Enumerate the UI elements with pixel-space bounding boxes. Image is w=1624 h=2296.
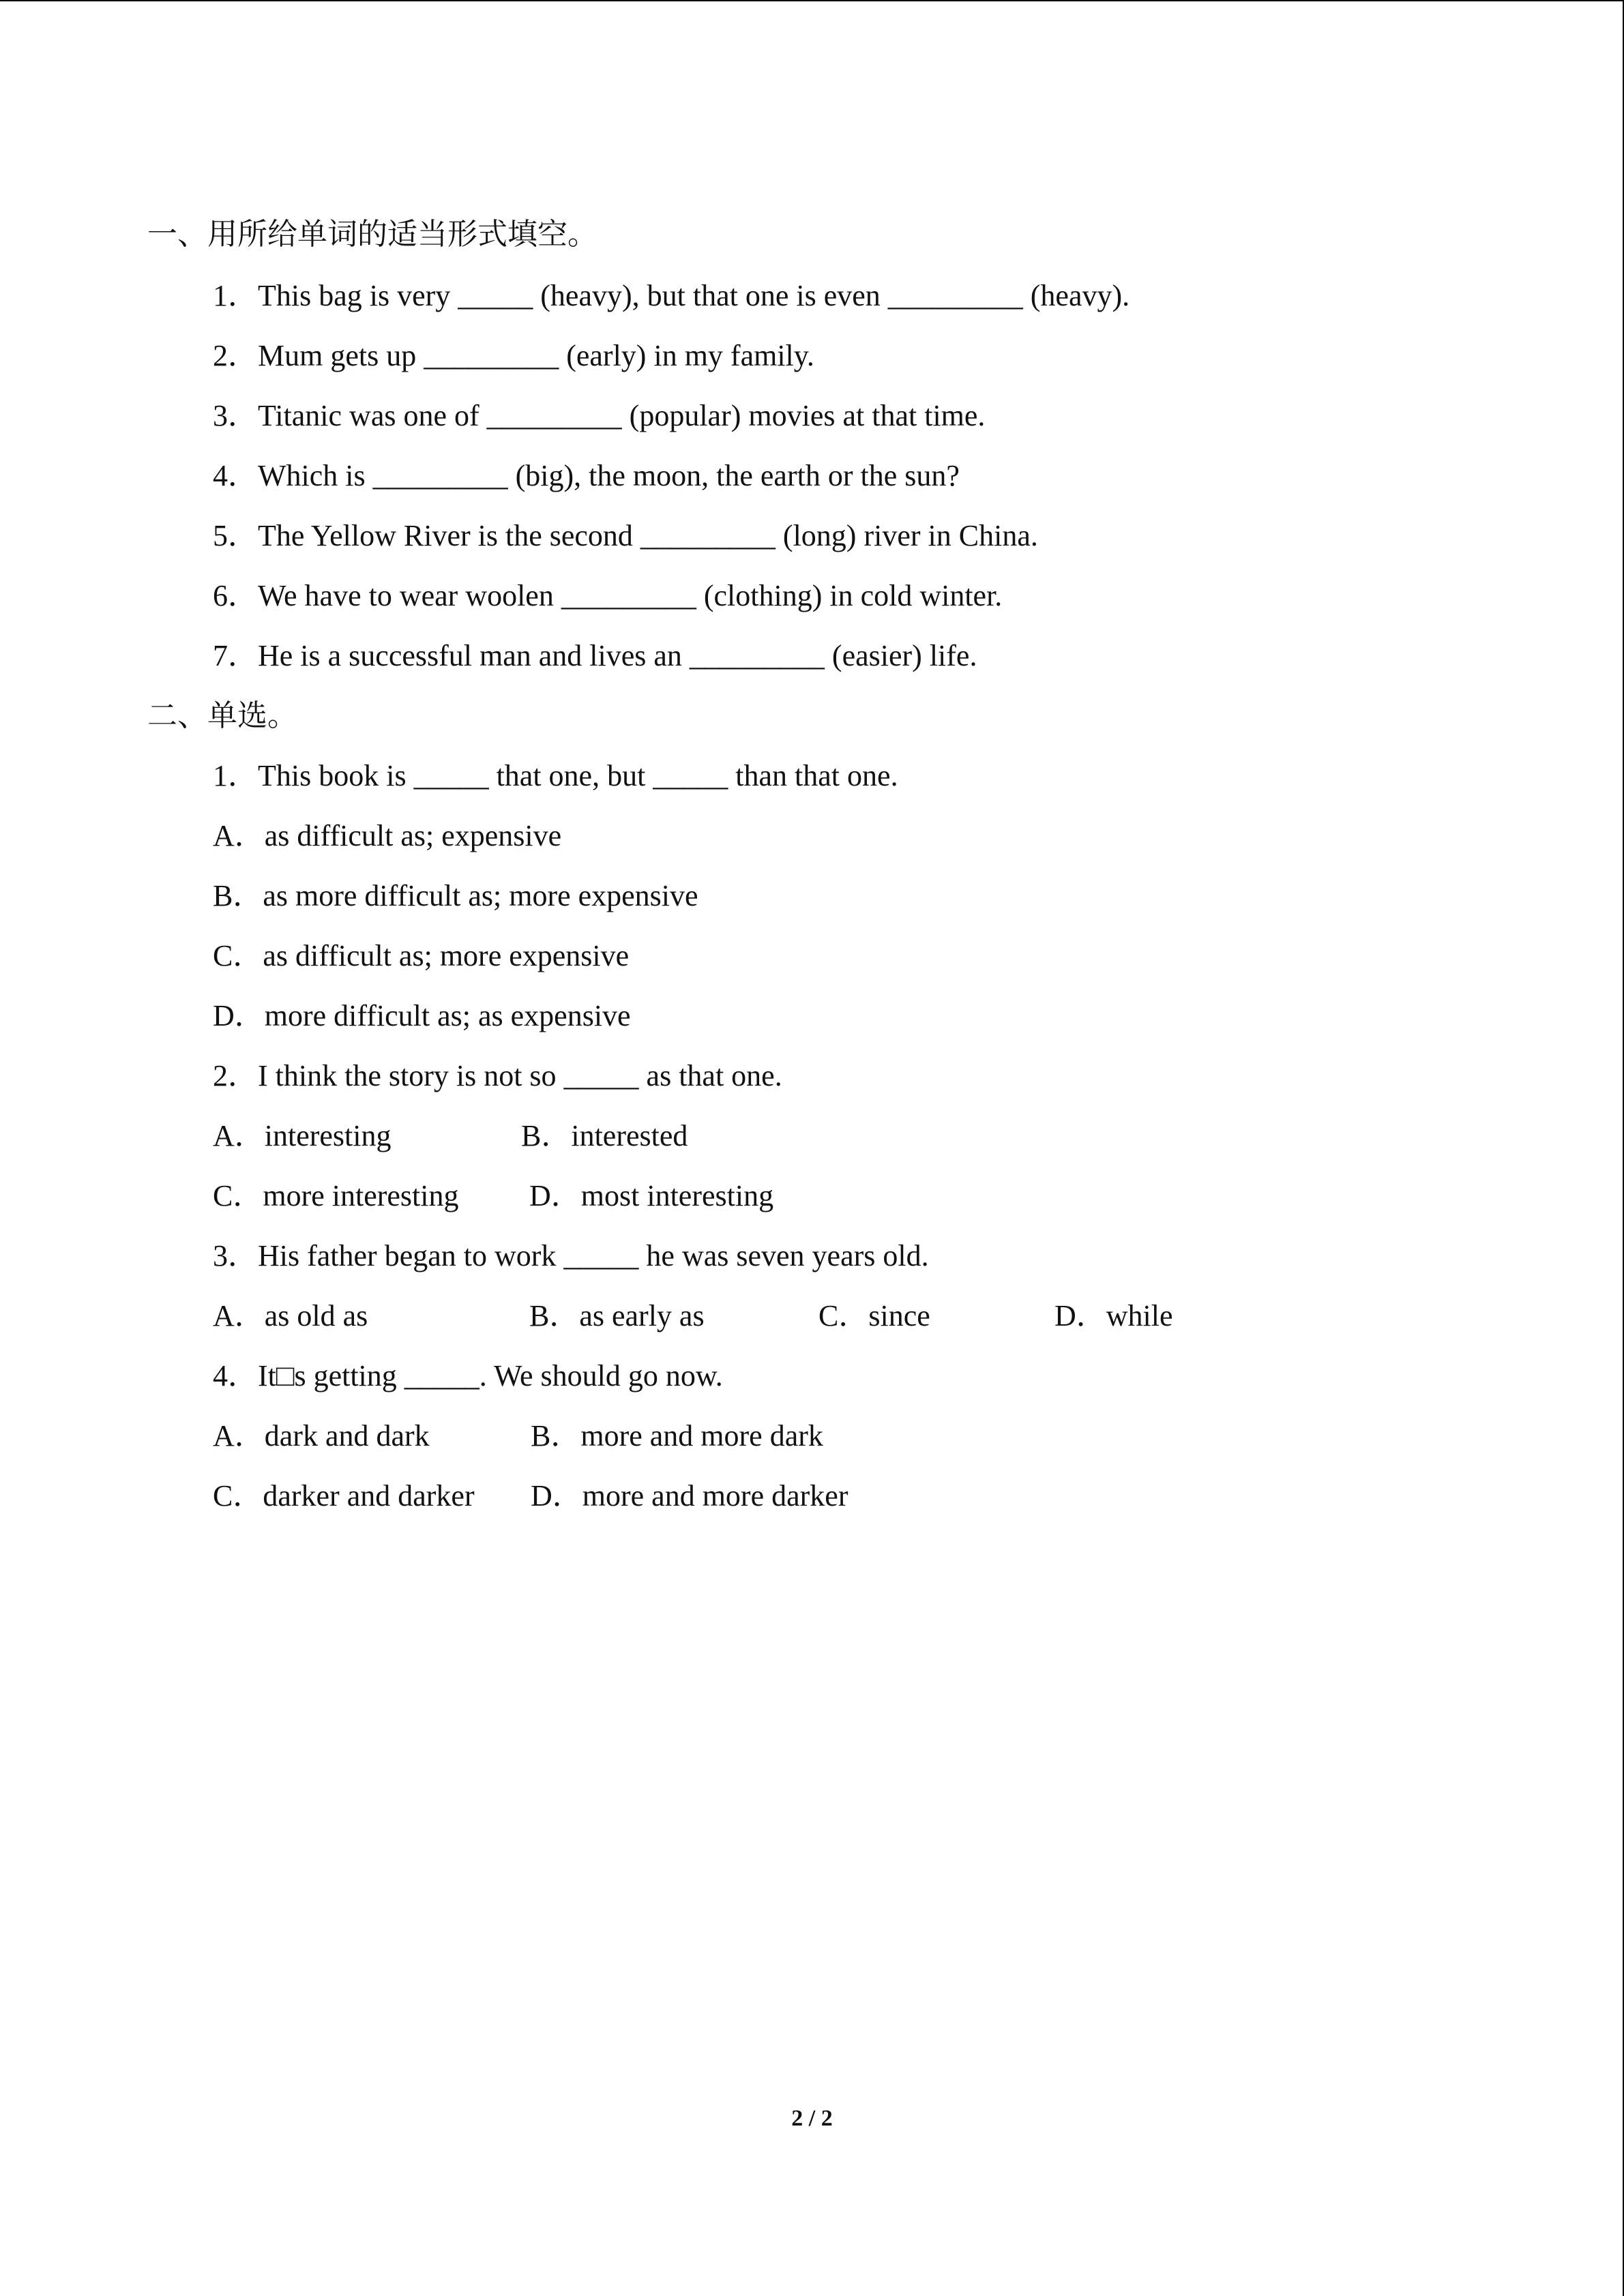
section2-question-4-option-b: B．more and more dark	[531, 1419, 823, 1452]
section2-question-1-option-c: C．as difficult as; more expensive	[213, 939, 630, 972]
section1-question-7: 7．He is a successful man and lives an _________ (easier) life.	[213, 639, 977, 672]
section2-question-3-option-c: C．since	[818, 1299, 930, 1332]
section2-question-4-option-a: A．dark and dark	[213, 1419, 430, 1452]
section1-title: 一、用所给单词的适当形式填空。	[147, 218, 597, 251]
section2-question-1-option-b: B．as more difficult as; more expensive	[213, 879, 698, 912]
section1-question-5: 5．The Yellow River is the second _________ (long) river in China.	[213, 519, 1038, 552]
section2-question-1-option-d: D．more difficult as; as expensive	[213, 999, 631, 1032]
section1-question-2: 2．Mum gets up _________ (early) in my family.	[213, 339, 814, 372]
page-number: 2 / 2	[791, 2106, 833, 2131]
section2-question-3-option-b: B．as early as	[529, 1299, 705, 1332]
section2-question-4-option-c: C．darker and darker	[213, 1479, 475, 1512]
section2-question-1-option-a: A．as difficult as; expensive	[213, 819, 562, 852]
section2-question-4-stem: 4．It□s getting _____. We should go now.	[213, 1359, 723, 1392]
section2-question-2-stem: 2．I think the story is not so _____ as that one.	[213, 1059, 782, 1092]
section2-question-4-option-d: D．more and more darker	[531, 1479, 848, 1512]
section2-question-3-option-a: A．as old as	[213, 1299, 368, 1332]
section2-question-2-option-b: B．interested	[521, 1119, 688, 1152]
section1-question-3: 3．Titanic was one of _________ (popular) movies at that time.	[213, 399, 986, 432]
section2-question-2-option-a: A．interesting	[213, 1119, 392, 1152]
section1-question-6: 6．We have to wear woolen _________ (clothing) in cold winter.	[213, 579, 1003, 612]
section2-question-1-stem: 1．This book is _____ that one, but _____ than that one.	[213, 759, 898, 792]
section2-question-2-option-c: C．more interesting	[213, 1179, 459, 1212]
section2-title: 二、单选。	[147, 699, 297, 732]
section1-question-4: 4．Which is _________ (big), the moon, the earth or the sun?	[213, 459, 960, 492]
section1-question-1: 1．This bag is very _____ (heavy), but that one is even _________ (heavy).	[213, 279, 1130, 312]
section2-question-3-option-d: D．while	[1054, 1299, 1173, 1332]
section2-question-3-stem: 3．His father began to work _____ he was seven years old.	[213, 1239, 929, 1272]
section2-question-2-option-d: D．most interesting	[529, 1179, 774, 1212]
